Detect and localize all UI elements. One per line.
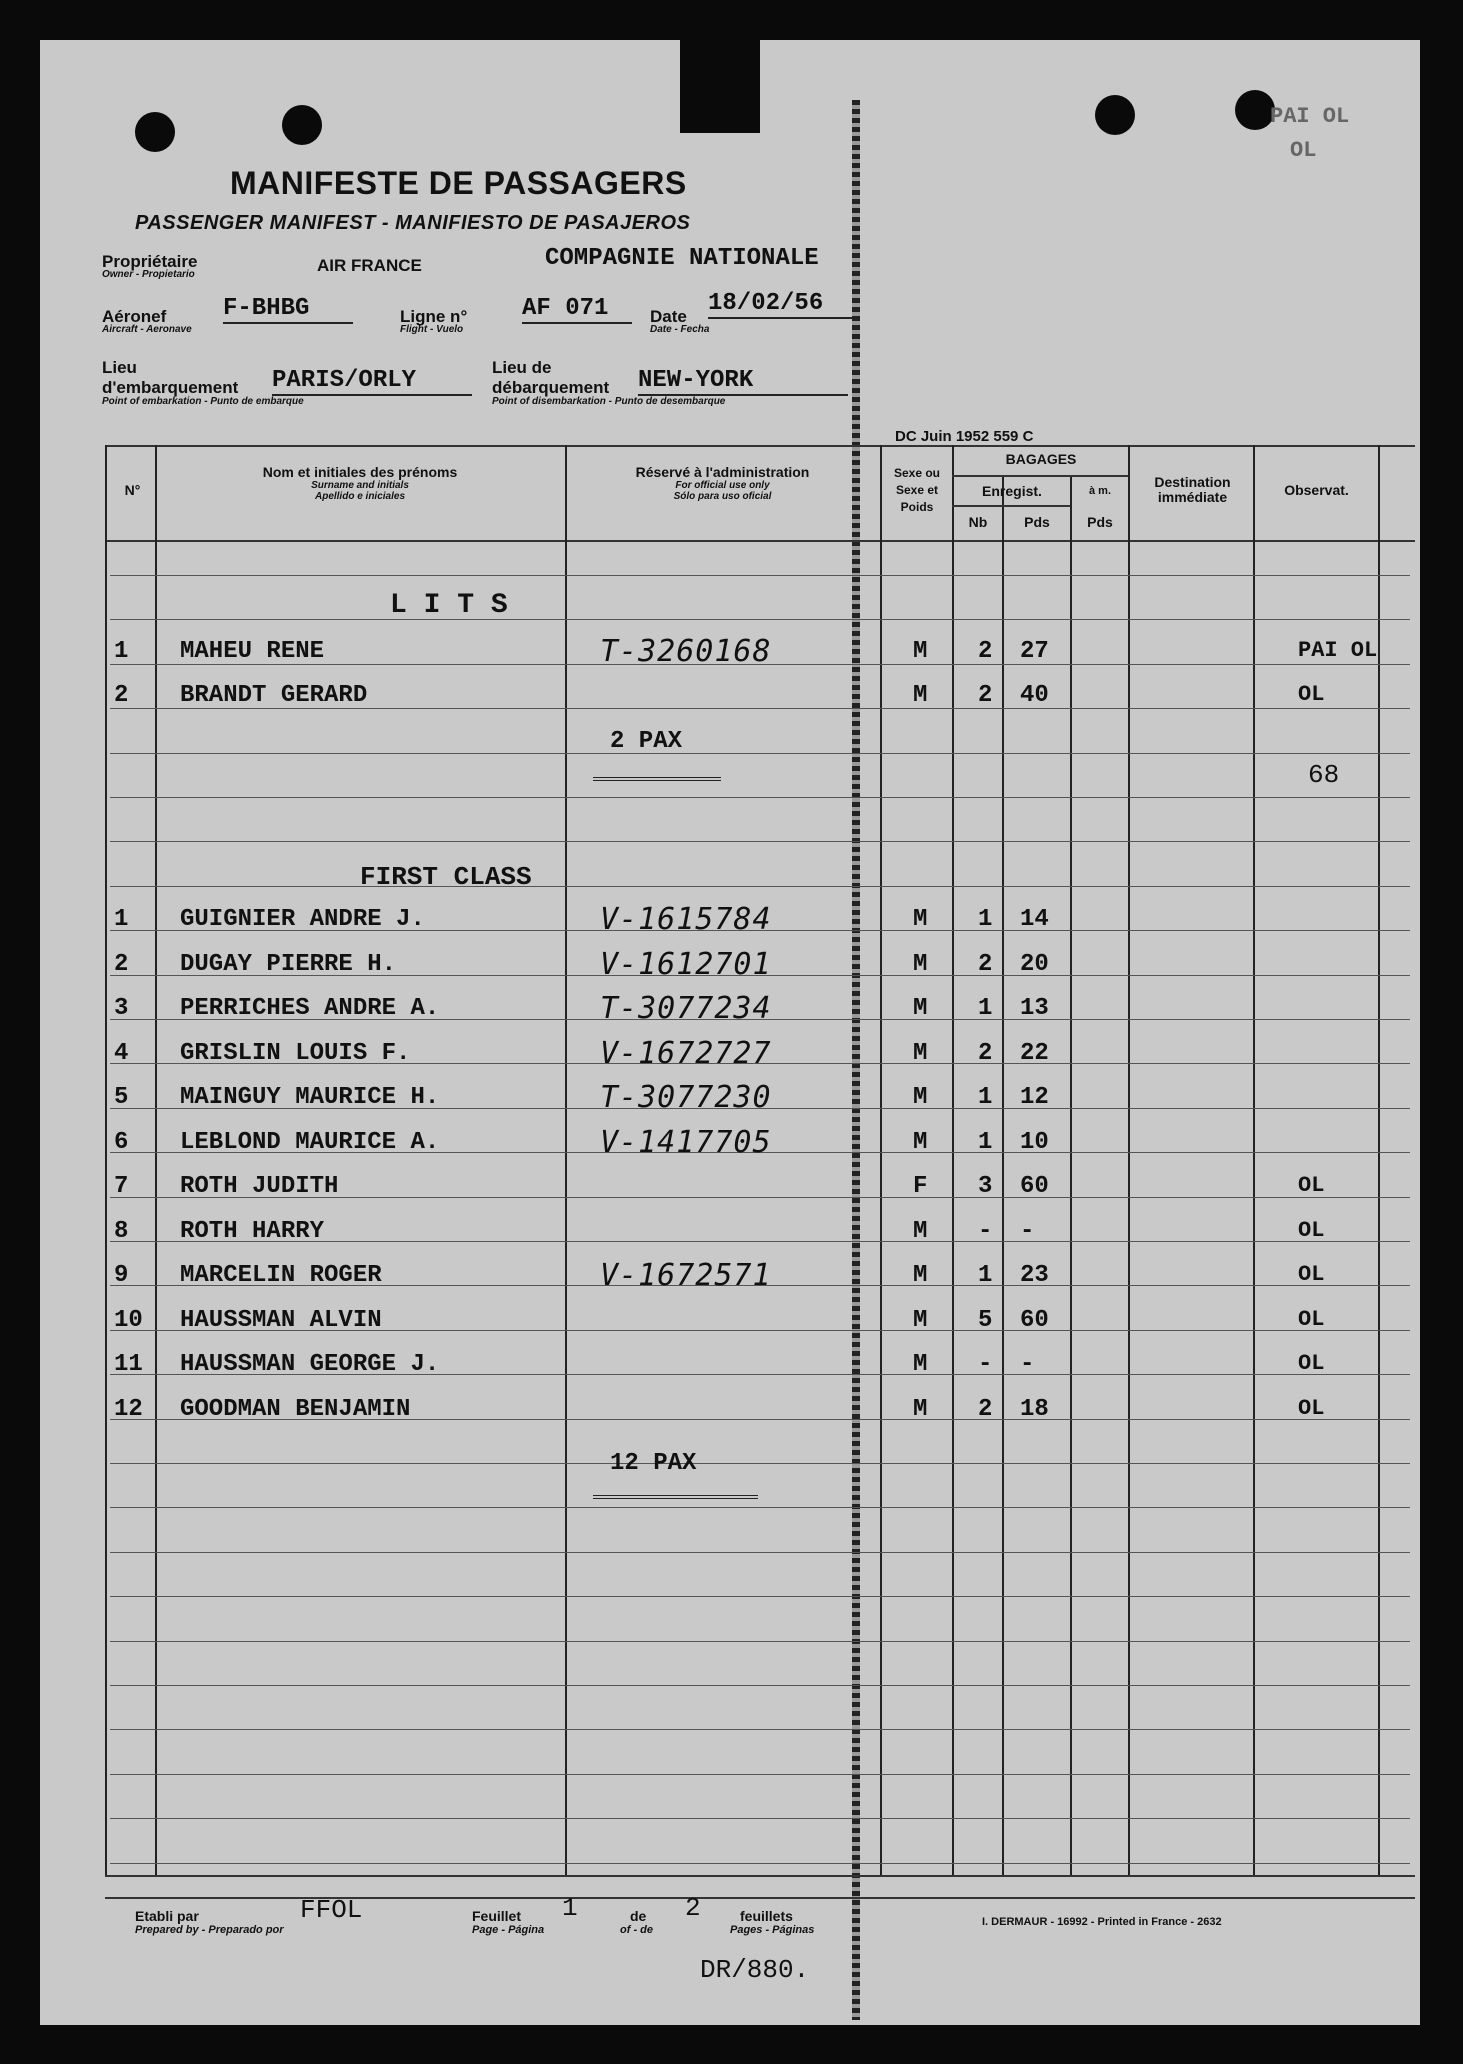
row-number: 1 [114, 906, 129, 933]
table-row [40, 1173, 1420, 1213]
admin-reference: V-1615784 [600, 902, 772, 937]
date-value: 18/02/56 [708, 290, 858, 319]
of-sublabel: of - de [620, 1924, 653, 1936]
row-number: 8 [114, 1217, 129, 1245]
table-rule [110, 1818, 1410, 1819]
col-header-main: à m. [1088, 485, 1111, 497]
table-rule [110, 1774, 1410, 1775]
aircraft-value: F-BHBG [223, 295, 353, 324]
bag-weight: 60 [1020, 1306, 1049, 1334]
bag-count: 3 [978, 1173, 993, 1200]
table-rule [110, 886, 1410, 887]
passenger-name: BRANDT GERARD [180, 682, 368, 709]
sex-value: M [913, 682, 928, 709]
embark-label: d'embarquement [102, 378, 239, 397]
bag-weight: - [1020, 1217, 1035, 1245]
sex-value: M [913, 1262, 928, 1289]
sex-value: M [913, 638, 928, 665]
pages-label: feuillets [740, 1908, 793, 1924]
col-header-admin [570, 465, 875, 502]
table-row [40, 902, 1420, 946]
table-rule [110, 1463, 1410, 1464]
table-rule [110, 753, 1410, 754]
table-row [40, 682, 1420, 722]
observation: OL [1298, 682, 1325, 707]
sex-value: M [913, 1128, 928, 1156]
prepared-label: Etabli par [135, 1908, 199, 1924]
page-value: 1 [562, 1893, 578, 1923]
col-header-observ: Observat. [1284, 482, 1349, 498]
document-reference: DR/880. [700, 1955, 810, 1985]
row-number: 9 [114, 1262, 129, 1289]
disembark-sublabel: Point of disembarkation - Punto de desembarque [492, 396, 726, 407]
col-header-admin-es: Sólo para uso oficial [673, 491, 772, 502]
flight-label: Ligne n° [400, 307, 468, 326]
embark-sublabel: Point of embarkation - Punto de embarque [102, 396, 304, 407]
passenger-name: MARCELIN ROGER [180, 1262, 382, 1289]
manifest-sheet [40, 40, 1420, 2025]
bag-count: 1 [978, 1128, 993, 1156]
bag-weight: 20 [1020, 950, 1049, 978]
sex-value: M [913, 906, 928, 933]
table-row [40, 1351, 1420, 1391]
passenger-name: DUGAY PIERRE H. [180, 950, 397, 978]
admin-reference: T-3077230 [600, 1080, 772, 1115]
table-row [40, 634, 1420, 678]
bag-weight: 18 [1020, 1395, 1049, 1423]
of-label: de [630, 1908, 647, 1924]
page-title: MANIFESTE DE PASSAGERS [230, 165, 687, 201]
bag-weight: 12 [1020, 1084, 1049, 1111]
passenger-name: MAINGUY MAURICE H. [180, 1084, 440, 1111]
col-header-sex: Sexe ou Sexe et Poids [893, 466, 941, 514]
bag-count: 1 [978, 1262, 993, 1289]
col-header-name-en: Surname and initials [311, 480, 409, 491]
col-header-name-fr: Nom et initiales des prénoms [262, 464, 458, 480]
admin-reference: V-1672727 [600, 1035, 772, 1071]
corner-stamp-line: PAI OL [1270, 104, 1350, 129]
passenger-name: LEBLOND MAURICE A. [180, 1128, 440, 1156]
passenger-name: HAUSSMAN GEORGE J. [180, 1351, 440, 1378]
col-header-name [160, 465, 560, 502]
col-header-name-es: Apellido e iniciales [314, 491, 406, 502]
col-header-bagages: BAGAGES [1005, 451, 1077, 467]
table-rule [110, 1552, 1410, 1553]
sex-value: M [913, 1039, 928, 1067]
table-rule [110, 841, 1410, 842]
owner-company: AIR FRANCE [317, 256, 422, 275]
admin-reference: T-3260168 [600, 634, 772, 669]
col-header-destination: Destination immédiate [1154, 474, 1231, 505]
passenger-name: HAUSSMAN ALVIN [180, 1306, 382, 1334]
owner-value: COMPAGNIE NATIONALE [545, 245, 819, 272]
bag-count: 5 [978, 1306, 993, 1334]
bag-weight: 22 [1020, 1039, 1049, 1067]
header-divider [952, 475, 1128, 477]
flight-sublabel: Flight - Vuelo [400, 324, 464, 335]
row-number: 5 [114, 1084, 129, 1111]
row-number: 1 [114, 638, 129, 665]
bag-weight: 60 [1020, 1173, 1049, 1200]
prepared-by-group [135, 1908, 284, 1936]
observation: OL [1298, 1395, 1325, 1421]
admin-reference: V-1417705 [600, 1124, 772, 1160]
bag-weight: 40 [1020, 682, 1049, 709]
section-lits-label: L I T S [390, 590, 508, 621]
bag-count: 1 [978, 995, 993, 1022]
row-number: 7 [114, 1173, 129, 1200]
first-class-total: 12 PAX [610, 1450, 697, 1477]
observation: OL [1298, 1262, 1325, 1287]
row-number: 10 [114, 1306, 143, 1334]
bag-weight: 14 [1020, 906, 1049, 933]
passenger-name: ROTH JUDITH [180, 1173, 339, 1200]
bag-weight: 10 [1020, 1128, 1049, 1156]
row-number: 3 [114, 995, 129, 1022]
corner-stamp-line: OL [1290, 138, 1317, 163]
of-group [620, 1908, 653, 1936]
observation: OL [1298, 1306, 1325, 1332]
bag-count: 2 [978, 1039, 993, 1067]
pages-sublabel: Pages - Páginas [730, 1924, 815, 1936]
table-rule [110, 1685, 1410, 1686]
table-rule [110, 575, 1410, 576]
form-code: DC Juin 1952 559 C [895, 428, 1034, 445]
col-header-enregist: Enregist. [982, 483, 1042, 499]
embark-value: PARIS/ORLY [272, 367, 472, 396]
embark-label: Lieu [102, 358, 137, 377]
bag-weight: - [1020, 1351, 1035, 1378]
table-rule [110, 1596, 1410, 1597]
flight-value: AF 071 [522, 295, 632, 324]
col-header-pds: Pds [1024, 514, 1050, 530]
passenger-name: GRISLIN LOUIS F. [180, 1039, 411, 1067]
table-border [105, 1875, 1415, 1877]
col-header-nb: Nb [968, 514, 988, 530]
row-number: 6 [114, 1128, 129, 1156]
table-rule [110, 1507, 1410, 1508]
observation: OL [1298, 1351, 1325, 1376]
page-subtitle: PASSENGER MANIFEST - MANIFIESTO DE PASAJEROS [135, 212, 691, 234]
lits-total: 2 PAX [610, 728, 683, 755]
table-border [105, 540, 1415, 542]
sex-value: M [913, 1217, 928, 1245]
sex-value: F [913, 1173, 928, 1200]
table-rule [110, 797, 1410, 798]
bag-count: 2 [978, 1395, 993, 1423]
table-border [105, 445, 1415, 447]
bag-count: 1 [978, 906, 993, 933]
passenger-name: ROTH HARRY [180, 1217, 325, 1245]
prepared-value: FFOL [300, 1895, 363, 1925]
bag-weight: 13 [1020, 995, 1049, 1022]
sex-value: M [913, 1306, 928, 1334]
admin-reference: T-3077234 [600, 991, 772, 1026]
passenger-name: GOODMAN BENJAMIN [180, 1395, 411, 1423]
of-value: 2 [685, 1893, 701, 1923]
sex-value: M [913, 950, 928, 978]
observation: PAI OL [1298, 638, 1378, 663]
disembark-label: débarquement [492, 378, 610, 397]
table-rule [110, 1641, 1410, 1642]
table-rule [110, 619, 1410, 620]
table-row [40, 1258, 1420, 1302]
owner-label: Propriétaire [102, 252, 198, 271]
bag-count: 2 [978, 950, 993, 978]
bag-weight: 27 [1020, 638, 1049, 665]
table-row [40, 1124, 1420, 1169]
col-header-admin-fr: Réservé à l'administration [635, 464, 810, 480]
page-sublabel: Page - Página [472, 1924, 545, 1936]
table-row [40, 946, 1420, 991]
passenger-name: MAHEU RENE [180, 638, 325, 665]
section-first-class-label: FIRST CLASS [360, 862, 532, 892]
passenger-name: PERRICHES ANDRE A. [180, 995, 440, 1022]
table-rule [110, 1863, 1410, 1864]
date-label: Date [650, 307, 687, 326]
owner-sublabel: Owner - Propietario [102, 269, 195, 280]
row-number: 12 [114, 1395, 143, 1423]
row-number: 2 [114, 950, 129, 978]
first-class-total-underline [593, 1495, 758, 1499]
disembark-label: Lieu de [492, 358, 552, 377]
table-row [40, 1035, 1420, 1080]
table-row [40, 991, 1420, 1035]
observation: OL [1298, 1173, 1325, 1198]
table-row [40, 1080, 1420, 1124]
row-number: 4 [114, 1039, 129, 1067]
row-number: 11 [114, 1351, 143, 1378]
admin-reference: V-1612701 [600, 946, 772, 982]
disembark-value: NEW-YORK [638, 367, 848, 396]
table-row [40, 1307, 1420, 1347]
aircraft-sublabel: Aircraft - Aeronave [102, 324, 192, 335]
date-sublabel: Date - Fecha [650, 324, 710, 335]
bag-weight: 23 [1020, 1262, 1049, 1289]
table-rule [110, 1729, 1410, 1730]
observation: OL [1298, 1217, 1325, 1243]
row-number: 2 [114, 682, 129, 709]
header-divider [952, 505, 1070, 507]
sex-value: M [913, 1351, 928, 1378]
sex-value: M [913, 995, 928, 1022]
prepared-sublabel: Prepared by - Preparado por [135, 1924, 284, 1936]
admin-reference: V-1672571 [600, 1258, 772, 1293]
page-label: Feuillet [472, 1908, 522, 1924]
bag-count: 2 [978, 682, 993, 709]
col-header-no: N° [124, 482, 141, 498]
table-row [40, 1218, 1420, 1258]
bag-count: 2 [978, 638, 993, 665]
bag-count: - [978, 1217, 993, 1245]
table-row [40, 1396, 1420, 1436]
sex-value: M [913, 1084, 928, 1111]
pages-group [730, 1908, 814, 1936]
sex-value: M [913, 1395, 928, 1423]
bag-count: 1 [978, 1084, 993, 1111]
page-group [472, 1908, 544, 1936]
col-header-admin-en: For official use only [675, 480, 770, 491]
printer-imprint: I. DERMAUR - 16992 - Printed in France - 2632 [982, 1916, 1222, 1928]
passenger-name: GUIGNIER ANDRE J. [180, 906, 425, 933]
manifest-table [40, 40, 1420, 2025]
bag-count: - [978, 1351, 993, 1378]
aircraft-label: Aéronef [102, 307, 167, 326]
col-header-pds2: Pds [1087, 514, 1113, 530]
lits-total-underline [593, 777, 721, 781]
lits-obs-total: 68 [1308, 760, 1340, 790]
